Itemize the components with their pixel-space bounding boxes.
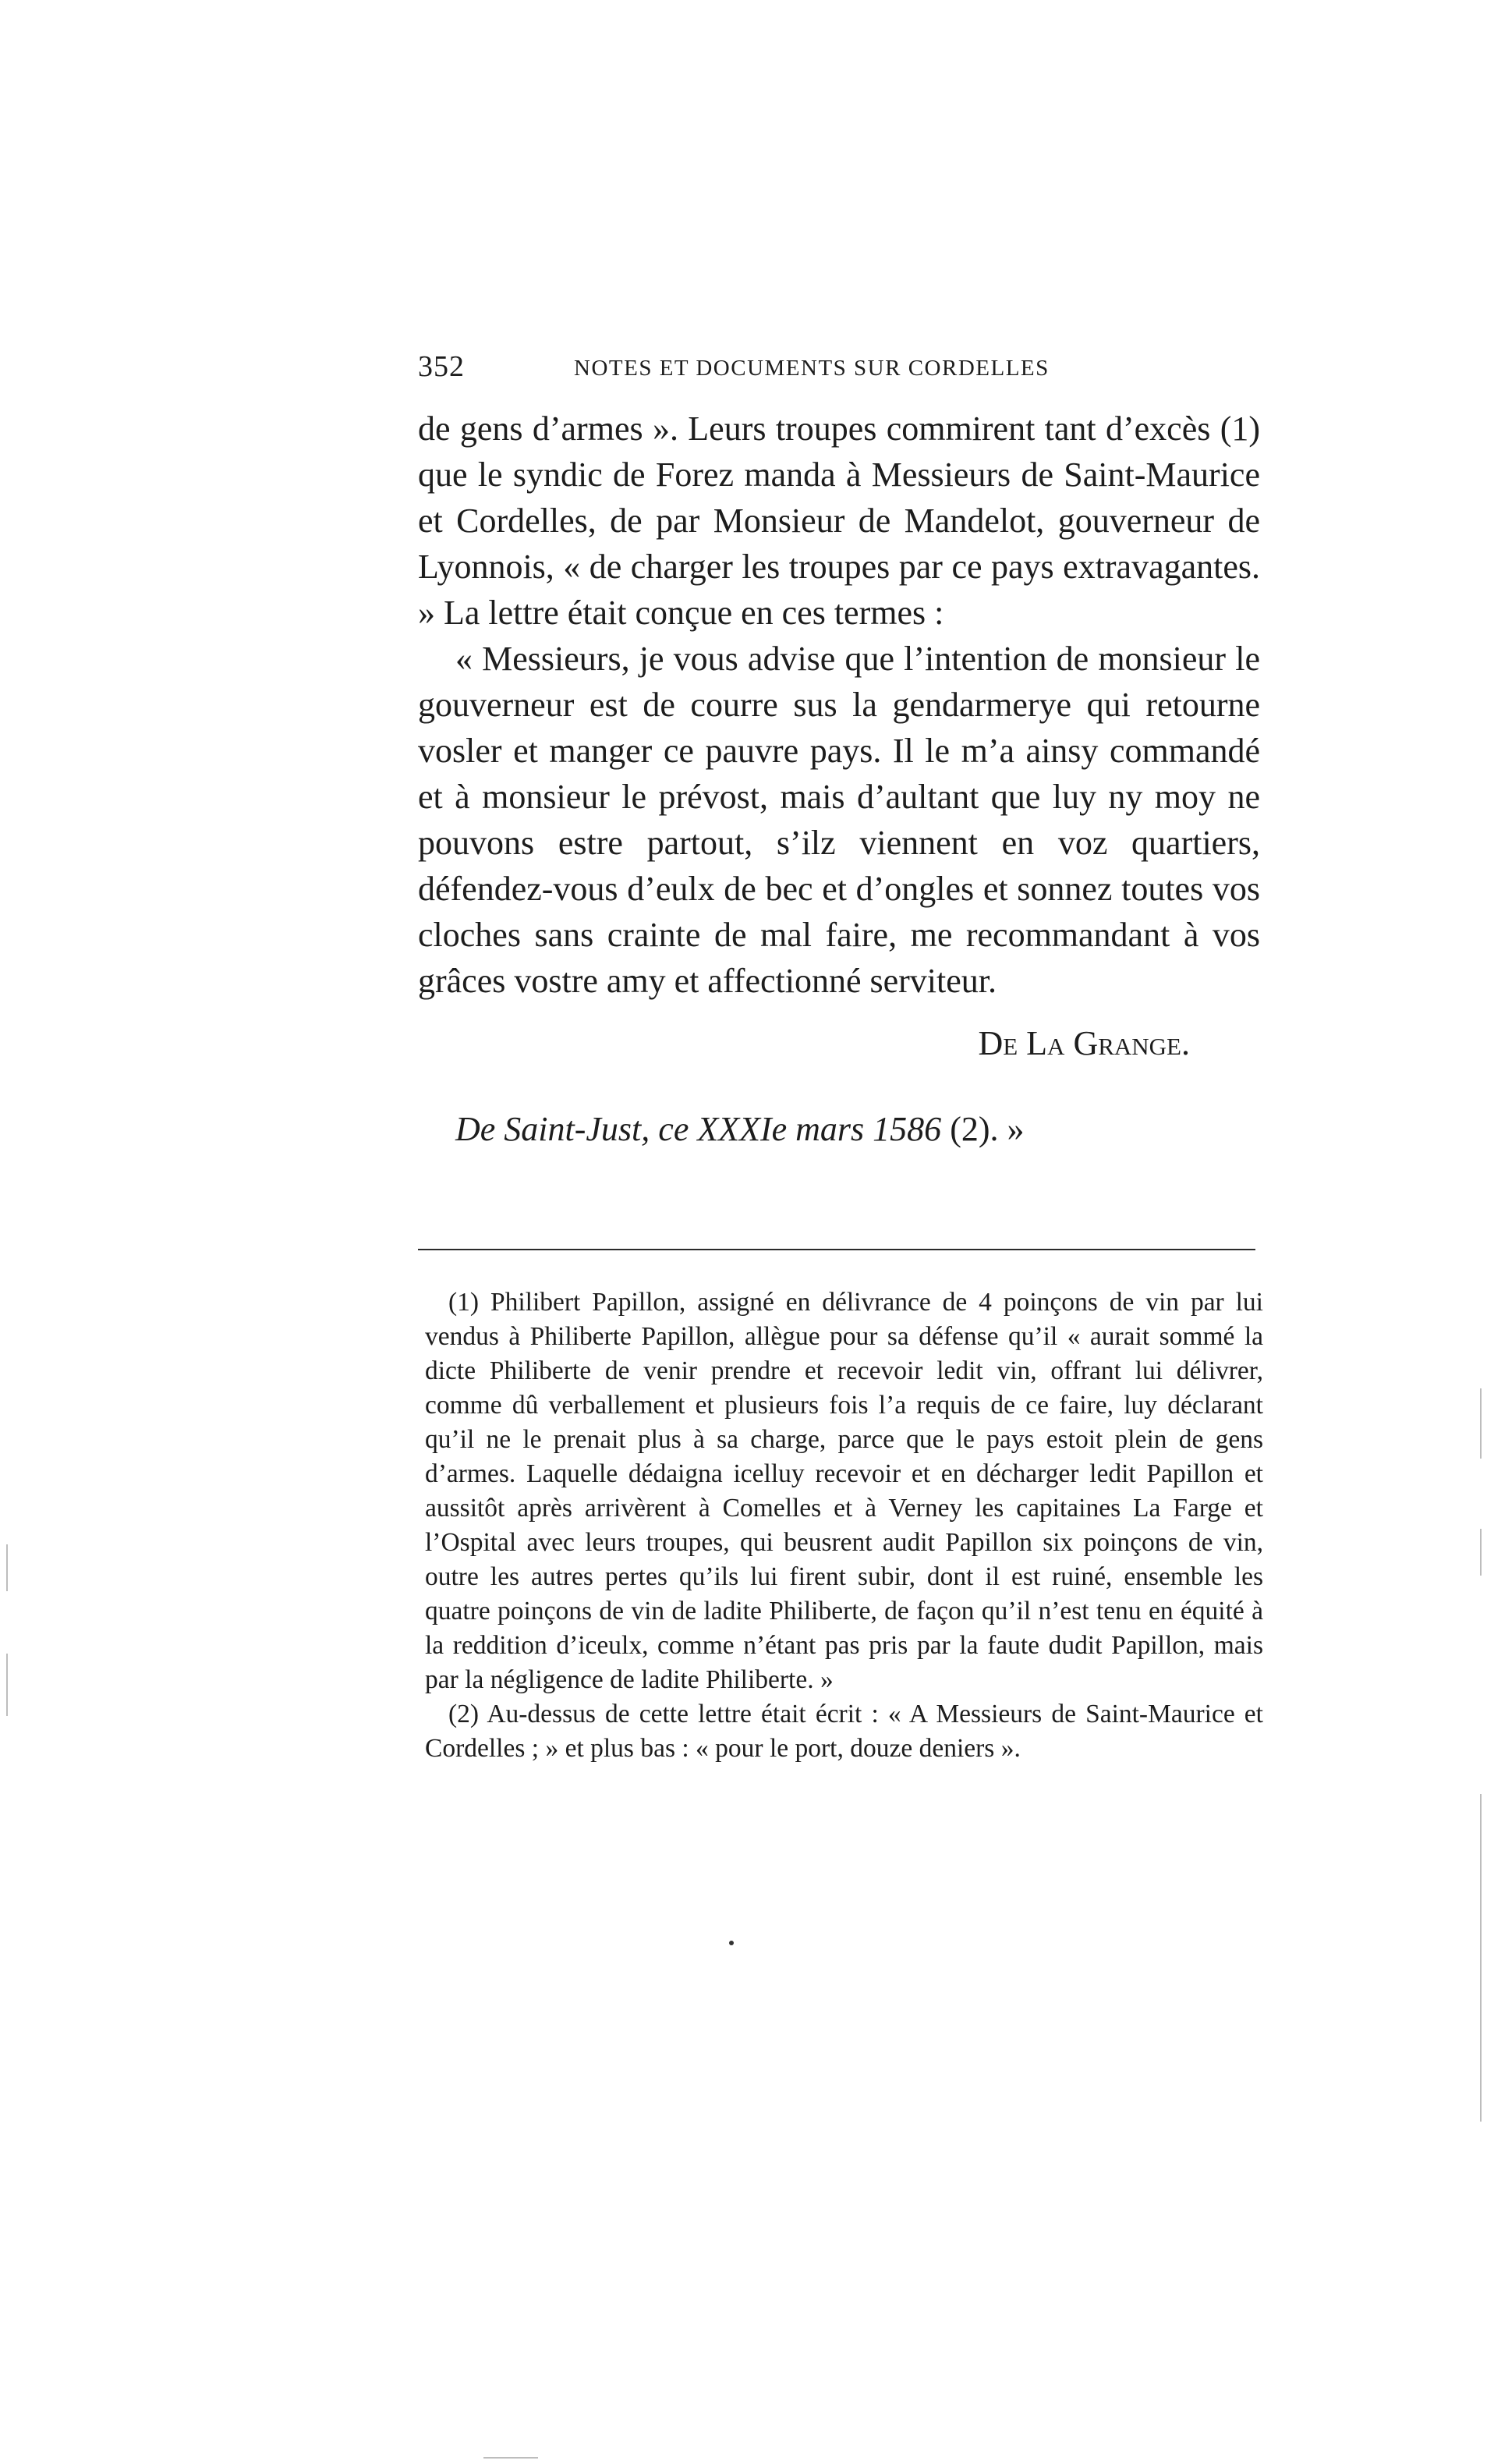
paragraph: de gens d’armes ». Leurs troupes commirent tant d’excès (1) que le syndic de Forez manda à Messieurs de Saint-Maurice et Cordelles, de par Monsieur de Mandelot, gouverneur de Lyonnois, « de charger les troupes par ce pays extravagantes. » La lettre était conçue en ces termes : xyxy=(418,409,1260,632)
letter-dateline xyxy=(455,1106,1025,1152)
print-speck xyxy=(729,1941,734,1945)
running-title: NOTES ET DOCUMENTS SUR CORDELLES xyxy=(574,356,1050,381)
footnote-2: (2) Au-dessus de cette lettre était écrit : « A Messieurs de Saint-Maurice et Cordelles ; » et plus bas : « pour le port, douze deniers ». xyxy=(425,1700,1263,1763)
dateline-footnote-ref: (2). » xyxy=(950,1110,1025,1148)
scan-edge-mark xyxy=(1480,1388,1482,1459)
page-header xyxy=(418,349,1198,396)
scan-edge-mark xyxy=(1480,1529,1482,1576)
signature-name: De La Grange. xyxy=(978,1024,1190,1062)
dateline-text: De Saint-Just, ce XXXIe mars 1586 xyxy=(455,1110,942,1148)
footnote-separator xyxy=(418,1249,1255,1250)
scan-edge-mark xyxy=(6,1544,8,1591)
page-number: 352 xyxy=(418,350,465,383)
footnote-1: (1) Philibert Papillon, assigné en délivrance de 4 poinçons de vin par lui vendus à Philiberte Papillon, allègue pour sa défense qu’il « aurait sommé la dicte Philiberte de venir prendre et recevoir ledit vin, offrant lui délivrer, comme dû verballement et plusieurs fois l’a requis de ce faire, luy déclarant qu’il ne le prenait plus à sa charge, parce que le pays estoit plein de gens d’armes. Laquelle dédaigna icelluy recevoir et en décharger ledit Papillon et aussitôt après arrivèrent à Comelles et à Verney les capitaines La Farge et l’Ospital avec leurs troupes, qui beusrent audit Papillon six poinçons de vin, outre les autres pertes qu’ils lui firent subir, dont il est ruiné, ensemble les quatre poinçons de vin de ladite Philiberte, de façon qu’il n’est tenu en équité à la reddition d’iceulx, comme n’étant pas pris par la faute dudit Papillon, mais par la négligence de ladite Philiberte. » xyxy=(425,1288,1263,1694)
scan-edge-mark xyxy=(1480,1794,1482,2122)
footnotes xyxy=(425,1285,1263,1766)
scan-edge-mark xyxy=(483,2457,538,2459)
letter-signature xyxy=(418,1020,1190,1066)
quoted-letter: « Messieurs, je vous advise que l’intention de monsieur le gouverneur est de courre sus la gendarmerye qui retourne vosler et manger ce pauvre pays. Il le m’a ainsy commandé et à monsieur le prévost, mais d’aultant que luy ny moy ne pouvons estre partout, s’ilz viennent en voz quartiers, défendez-vous d’eulx de bec et d’ongles et sonnez toutes vos cloches sans crainte de mal faire, me recommandant à vos grâces vostre amy et affectionné serviteur. xyxy=(418,640,1260,1000)
scan-edge-mark xyxy=(6,1654,8,1716)
main-text xyxy=(418,406,1260,1004)
